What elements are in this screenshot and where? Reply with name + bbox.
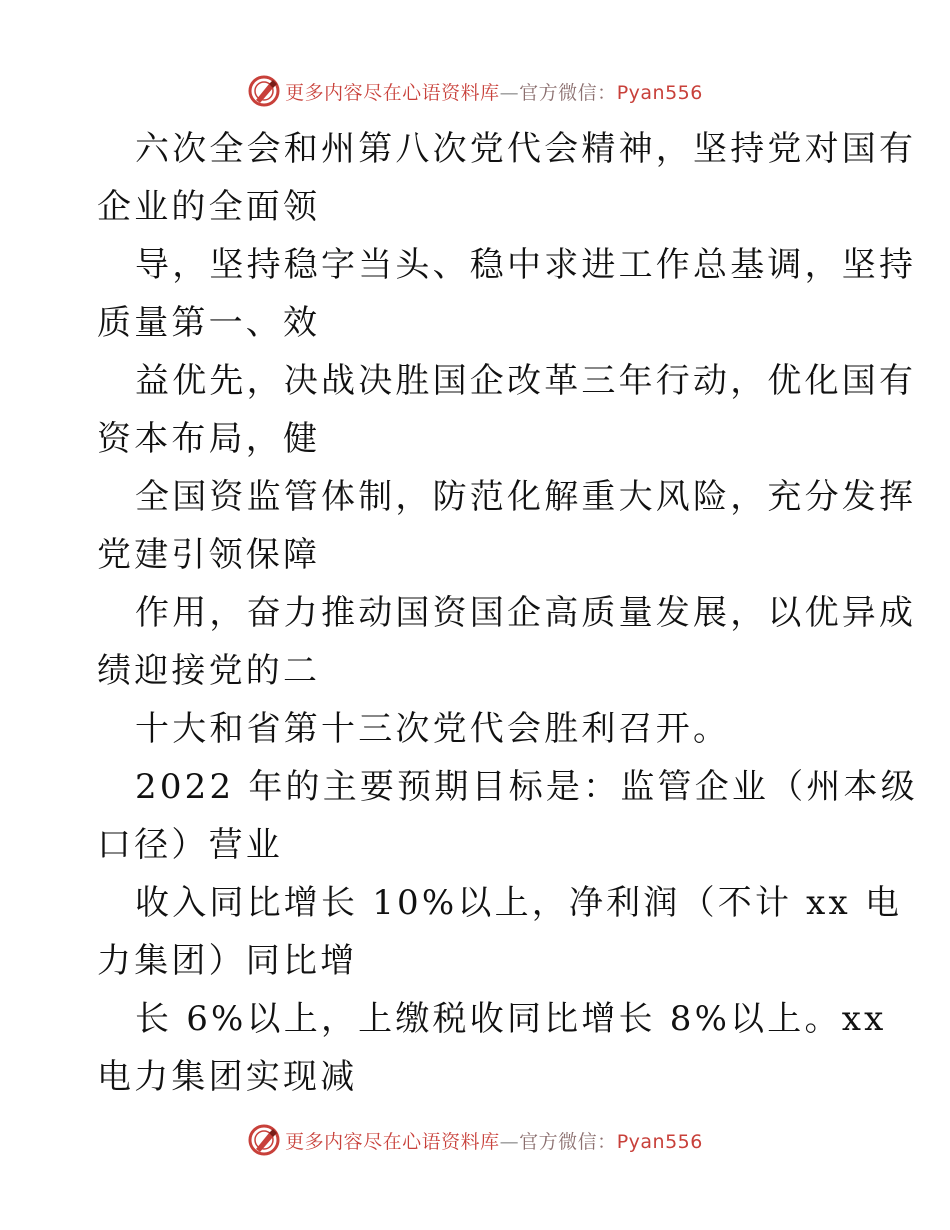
text-line: 党建引领保障: [97, 535, 321, 575]
text-line: 力集团）同比增: [97, 941, 358, 981]
text-line: 全国资监管体制，防范化解重大风险，充分发挥: [135, 477, 917, 517]
text-line: 导，坚持稳字当头、稳中求进工作总基调，坚持: [135, 245, 917, 285]
text-line: 质量第一、效: [97, 303, 321, 343]
footer-watermark: [0, 1120, 950, 1160]
text-line: 作用，奋力推动国资国企高质量发展，以优异成: [135, 593, 917, 633]
text-line: 绩迎接党的二: [97, 651, 321, 691]
text-line: 电力集团实现减: [97, 1057, 358, 1097]
header-watermark: [0, 71, 950, 111]
text-line: 资本布局，健: [97, 419, 321, 459]
text-line: 2022 年的主要预期目标是：监管企业（州本级: [135, 767, 918, 807]
text-line: 长 6%以上，上缴税收同比增长 8%以上。xx: [135, 999, 887, 1039]
text-line: 十大和省第十三次党代会胜利召开。: [135, 709, 731, 749]
pen-logo-icon: [247, 1123, 281, 1157]
text-line: 企业的全面领: [97, 187, 321, 227]
watermark-text: 更多内容尽在心语资料库—官方微信：Pyan556: [285, 1130, 703, 1153]
pen-logo-icon: [247, 74, 281, 108]
text-line: 口径）营业: [97, 825, 283, 865]
text-line: 六次全会和州第八次党代会精神，坚持党对国有: [135, 129, 917, 169]
text-line: 益优先，决战决胜国企改革三年行动，优化国有: [135, 361, 917, 401]
watermark-text: 更多内容尽在心语资料库—官方微信：Pyan556: [285, 81, 703, 104]
document-body: [97, 120, 918, 1106]
text-line: 收入同比增长 10%以上，净利润（不计 xx 电: [135, 883, 903, 923]
